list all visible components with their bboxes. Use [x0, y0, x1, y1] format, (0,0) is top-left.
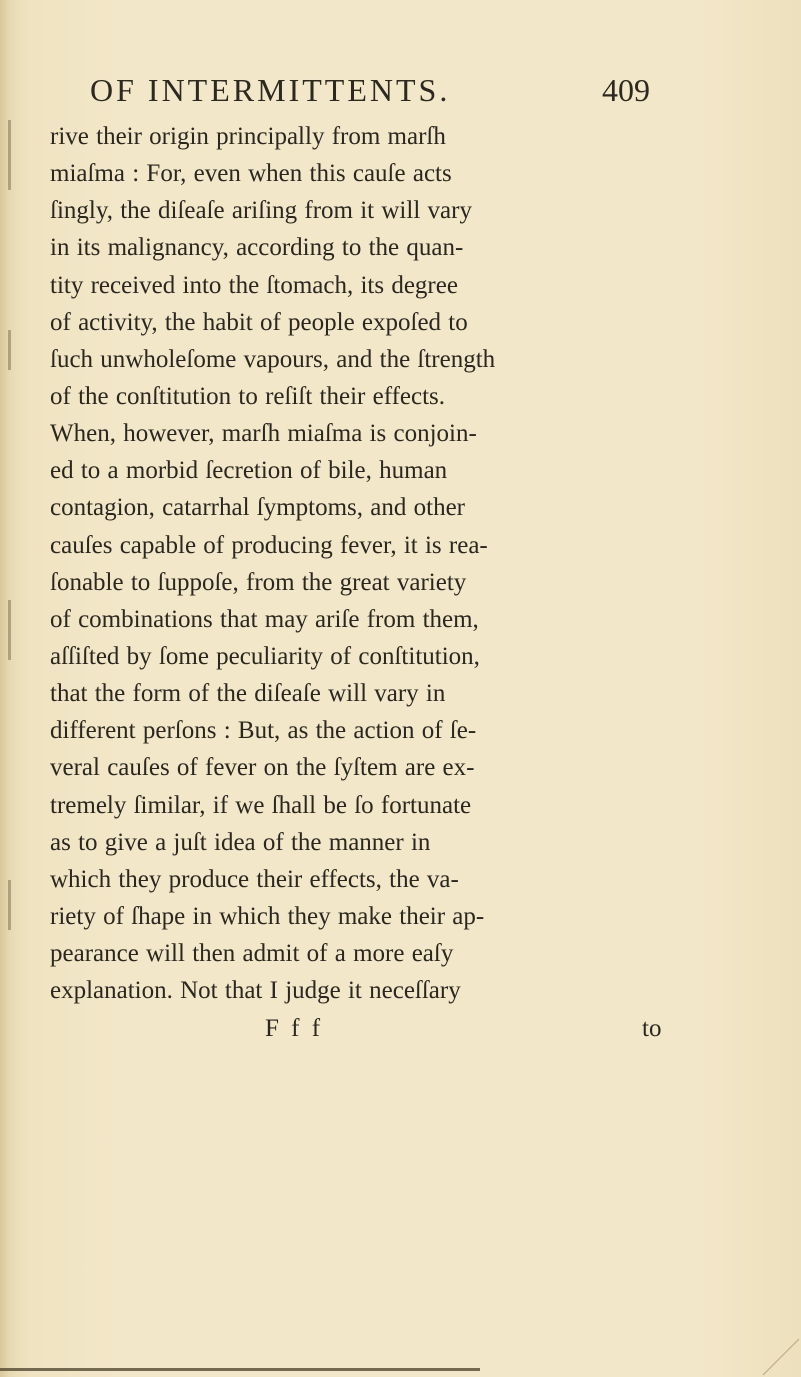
text-line: aſſiſted by ſome peculiarity of conſtitution,	[50, 642, 480, 670]
text-line: ſingly, the diſeaſe ariſing from it will vary	[50, 197, 472, 225]
catchword: to	[642, 1015, 662, 1042]
signature-mark: F f f	[265, 1015, 324, 1042]
page-footer	[50, 1010, 750, 1048]
text-line: different perſons : But, as the action of ſe-	[50, 717, 477, 745]
page-edge-mark	[8, 330, 11, 370]
page-edge-mark	[8, 120, 11, 190]
running-head-title: OF INTERMITTENTS.	[90, 72, 451, 108]
text-line: ſonable to ſuppoſe, from the great variety	[50, 568, 467, 596]
text-line: tity received into the ſtomach, its degree	[50, 271, 458, 299]
page-edge-mark	[8, 880, 11, 930]
corner-fold-mark	[761, 1337, 801, 1377]
text-line: When, however, marſh miaſma is conjoin-	[50, 420, 477, 448]
text-line: as to give a juſt idea of the manner in	[50, 828, 431, 856]
text-line: that the form of the diſeaſe will vary in	[50, 680, 446, 708]
text-line: of the conſtitution to reſiſt their effects.	[50, 382, 446, 410]
body-text	[50, 118, 750, 1009]
text-line: veral cauſes of fever on the ſyſtem are ex-	[50, 754, 475, 782]
page-bottom-edge	[0, 1368, 480, 1371]
text-line: rive their origin principally from marſh	[50, 123, 446, 150]
text-line: of combinations that may ariſe from them,	[50, 605, 479, 633]
text-line: which they produce their effects, the va-	[50, 865, 459, 893]
text-line: of activity, the habit of people expoſed to	[50, 308, 468, 336]
page-number: 409	[602, 72, 650, 108]
text-line: riety of ſhape in which they make their ap-	[50, 902, 485, 930]
text-line: contagion, catarrhal ſymptoms, and other	[50, 494, 465, 522]
text-line: tremely ſimilar, if we ſhall be ſo fortunate	[50, 791, 472, 819]
binding-gutter-shadow	[0, 0, 18, 1377]
text-line: pearance will then admit of a more eaſy	[50, 940, 454, 968]
text-line: ſuch unwholeſome vapours, and the ſtrength	[50, 345, 496, 373]
text-line: in its malignancy, according to the quan-	[50, 234, 464, 262]
running-head	[90, 70, 650, 114]
text-line: explanation. Not that I judge it neceſſary	[50, 977, 461, 1005]
text-line: miaſma : For, even when this cauſe acts	[50, 160, 452, 188]
text-line: ed to a morbid ſecretion of bile, human	[50, 457, 448, 485]
page-edge-mark	[8, 600, 11, 660]
text-line: cauſes capable of producing fever, it is rea-	[50, 531, 488, 559]
